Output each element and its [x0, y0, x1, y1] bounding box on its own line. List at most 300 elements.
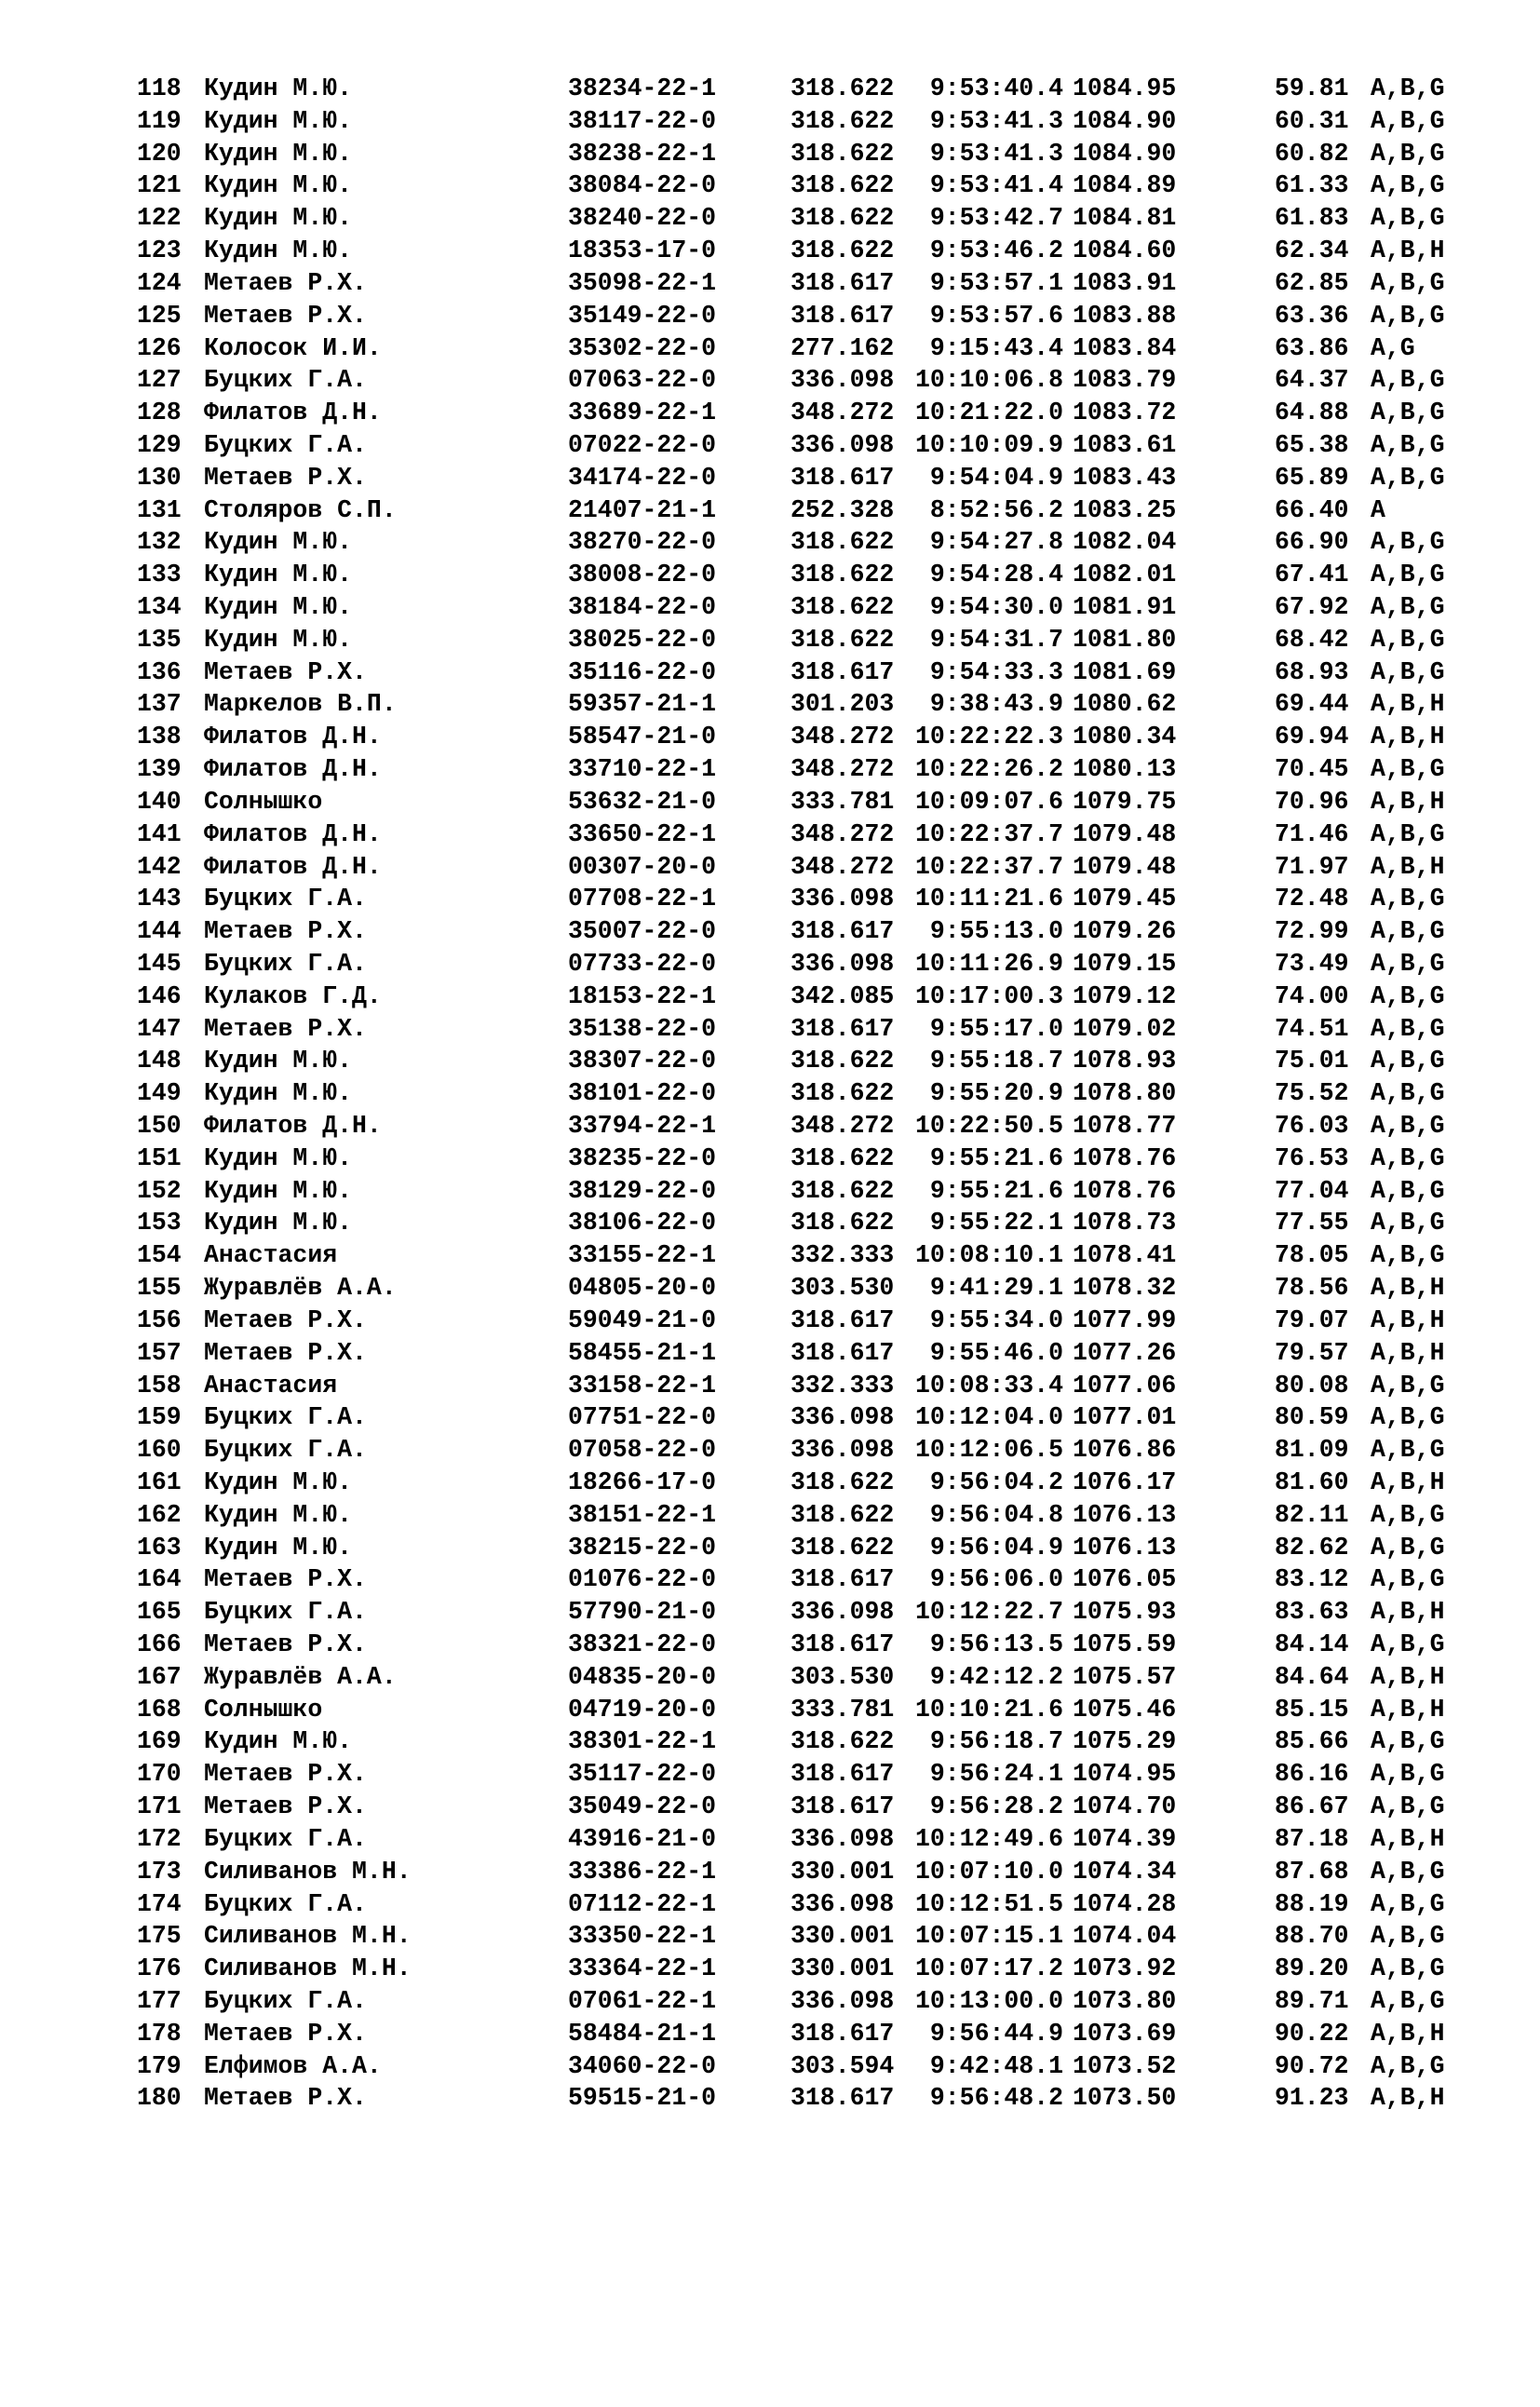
category-flags: A,B,G — [1371, 1954, 1445, 1983]
fancier-name: Буцких Г.А. — [204, 1598, 367, 1627]
coefficient-value: 66.90 — [1275, 528, 1349, 557]
distance-value: 318.622 — [790, 171, 895, 200]
fancier-name: Елфимов А.А. — [204, 2051, 382, 2080]
fancier-name: Солнышко — [204, 787, 323, 816]
coefficient-value: 76.03 — [1275, 1112, 1349, 1140]
fancier-name: Кудин М.Ю. — [204, 1143, 353, 1172]
category-flags: A,B,G — [1371, 1630, 1445, 1658]
category-flags: A,B,G — [1371, 1014, 1445, 1043]
speed-value: 1084.89 — [1073, 171, 1177, 200]
fancier-name: Буцких Г.А. — [204, 1436, 367, 1465]
place-number: 163 — [137, 1533, 182, 1562]
category-flags: A,B,H — [1371, 237, 1445, 265]
speed-value: 1075.93 — [1073, 1598, 1177, 1627]
speed-value: 1083.84 — [1073, 333, 1177, 362]
distance-value: 318.622 — [790, 593, 895, 621]
result-row — [137, 1694, 1445, 1726]
ring-number: 38215-22-0 — [568, 1533, 717, 1562]
coefficient-value: 73.49 — [1275, 949, 1349, 978]
category-flags: A,B,G — [1371, 430, 1445, 459]
coefficient-value: 74.51 — [1275, 1014, 1349, 1043]
fancier-name: Метаев Р.Х. — [204, 1760, 367, 1789]
distance-value: 318.617 — [790, 657, 895, 686]
speed-value: 1079.75 — [1073, 787, 1177, 816]
ring-number: 58484-21-1 — [568, 2019, 717, 2048]
place-number: 148 — [137, 1047, 182, 1075]
category-flags: A,B,G — [1371, 1371, 1445, 1400]
fancier-name: Анастасия — [204, 1371, 338, 1400]
speed-value: 1083.25 — [1073, 495, 1177, 524]
arrival-time: 9:56:48.2 — [929, 2084, 1063, 2113]
distance-value: 318.617 — [790, 1792, 895, 1821]
result-row — [137, 1110, 1445, 1143]
arrival-time: 10:22:26.2 — [914, 755, 1063, 784]
fancier-name: Метаев Р.Х. — [204, 1338, 367, 1367]
fancier-name: Кудин М.Ю. — [204, 1500, 353, 1529]
category-flags: A,B,G — [1371, 1565, 1445, 1594]
distance-value: 318.617 — [790, 1338, 895, 1367]
distance-value: 348.272 — [790, 723, 895, 751]
arrival-time: 10:13:00.0 — [914, 1986, 1063, 2015]
place-number: 169 — [137, 1727, 182, 1756]
result-row — [137, 397, 1445, 429]
coefficient-value: 80.08 — [1275, 1371, 1349, 1400]
ring-number: 58547-21-0 — [568, 723, 717, 751]
result-row — [137, 202, 1445, 235]
coefficient-value: 66.40 — [1275, 495, 1349, 524]
place-number: 120 — [137, 139, 182, 168]
speed-value: 1076.17 — [1073, 1467, 1177, 1496]
arrival-time: 10:12:51.5 — [914, 1889, 1063, 1918]
coefficient-value: 67.41 — [1275, 561, 1349, 589]
distance-value: 303.594 — [790, 2051, 895, 2080]
arrival-time: 9:53:41.4 — [929, 171, 1063, 200]
result-row — [137, 429, 1445, 462]
speed-value: 1081.69 — [1073, 657, 1177, 686]
distance-value: 318.622 — [790, 1209, 895, 1237]
coefficient-value: 86.67 — [1275, 1792, 1349, 1821]
ring-number: 38307-22-0 — [568, 1047, 717, 1075]
coefficient-value: 83.12 — [1275, 1565, 1349, 1594]
result-row — [137, 688, 1445, 721]
arrival-time: 10:22:37.7 — [914, 852, 1063, 881]
arrival-time: 9:56:04.9 — [929, 1533, 1063, 1562]
distance-value: 348.272 — [790, 852, 895, 881]
distance-value: 318.622 — [790, 237, 895, 265]
fancier-name: Метаев Р.Х. — [204, 301, 367, 330]
arrival-time: 10:22:37.7 — [914, 819, 1063, 848]
speed-value: 1073.92 — [1073, 1954, 1177, 1983]
speed-value: 1082.04 — [1073, 528, 1177, 557]
place-number: 119 — [137, 106, 182, 135]
speed-value: 1074.95 — [1073, 1760, 1177, 1789]
distance-value: 336.098 — [790, 949, 895, 978]
coefficient-value: 81.60 — [1275, 1467, 1349, 1496]
category-flags: A,B,G — [1371, 1760, 1445, 1789]
distance-value: 332.333 — [790, 1241, 895, 1270]
place-number: 121 — [137, 171, 182, 200]
coefficient-value: 89.71 — [1275, 1986, 1349, 2015]
arrival-time: 10:10:21.6 — [914, 1695, 1063, 1724]
speed-value: 1077.06 — [1073, 1371, 1177, 1400]
category-flags: A,B,G — [1371, 366, 1445, 395]
distance-value: 330.001 — [790, 1954, 895, 1983]
coefficient-value: 87.18 — [1275, 1824, 1349, 1853]
category-flags: A,B,H — [1371, 2084, 1445, 2113]
speed-value: 1083.61 — [1073, 430, 1177, 459]
place-number: 129 — [137, 430, 182, 459]
ring-number: 07708-22-1 — [568, 885, 717, 913]
place-number: 139 — [137, 755, 182, 784]
result-row — [137, 1077, 1445, 1110]
category-flags: A,B,G — [1371, 171, 1445, 200]
arrival-time: 10:12:04.0 — [914, 1403, 1063, 1432]
arrival-time: 10:22:50.5 — [914, 1112, 1063, 1140]
distance-value: 277.162 — [790, 333, 895, 362]
fancier-name: Солнышко — [204, 1695, 323, 1724]
arrival-time: 10:22:22.3 — [914, 723, 1063, 751]
speed-value: 1078.32 — [1073, 1274, 1177, 1303]
fancier-name: Метаев Р.Х. — [204, 1014, 367, 1043]
category-flags: A,B,H — [1371, 1598, 1445, 1627]
coefficient-value: 71.46 — [1275, 819, 1349, 848]
arrival-time: 9:53:40.4 — [929, 74, 1063, 102]
result-row — [137, 786, 1445, 818]
category-flags: A,B,G — [1371, 1436, 1445, 1465]
category-flags: A,B,H — [1371, 690, 1445, 719]
speed-value: 1078.80 — [1073, 1079, 1177, 1108]
result-row — [137, 948, 1445, 980]
arrival-time: 9:55:13.0 — [929, 917, 1063, 946]
speed-value: 1081.91 — [1073, 593, 1177, 621]
arrival-time: 9:56:18.7 — [929, 1727, 1063, 1756]
fancier-name: Филатов Д.Н. — [204, 399, 382, 427]
arrival-time: 9:56:44.9 — [929, 2019, 1063, 2048]
category-flags: A,B,G — [1371, 657, 1445, 686]
speed-value: 1074.34 — [1073, 1857, 1177, 1886]
ring-number: 00307-20-0 — [568, 852, 717, 881]
speed-value: 1077.26 — [1073, 1338, 1177, 1367]
arrival-time: 10:12:22.7 — [914, 1598, 1063, 1627]
category-flags: A,B,G — [1371, 1403, 1445, 1432]
coefficient-value: 91.23 — [1275, 2084, 1349, 2113]
speed-value: 1078.76 — [1073, 1143, 1177, 1172]
speed-value: 1083.79 — [1073, 366, 1177, 395]
category-flags: A,B,G — [1371, 399, 1445, 427]
distance-value: 318.622 — [790, 204, 895, 233]
fancier-name: Метаев Р.Х. — [204, 917, 367, 946]
fancier-name: Журавлёв А.А. — [204, 1274, 397, 1303]
coefficient-value: 84.14 — [1275, 1630, 1349, 1658]
place-number: 126 — [137, 333, 182, 362]
arrival-time: 10:08:10.1 — [914, 1241, 1063, 1270]
result-row — [137, 1143, 1445, 1175]
ring-number: 34060-22-0 — [568, 2051, 717, 2080]
distance-value: 336.098 — [790, 366, 895, 395]
category-flags: A,B,H — [1371, 1338, 1445, 1367]
place-number: 155 — [137, 1274, 182, 1303]
category-flags: A,B,H — [1371, 1662, 1445, 1691]
result-row — [137, 818, 1445, 851]
place-number: 172 — [137, 1824, 182, 1853]
distance-value: 330.001 — [790, 1922, 895, 1951]
speed-value: 1075.59 — [1073, 1630, 1177, 1658]
coefficient-value: 67.92 — [1275, 593, 1349, 621]
ring-number: 18266-17-0 — [568, 1467, 717, 1496]
arrival-time: 9:56:24.1 — [929, 1760, 1063, 1789]
category-flags: A,B,G — [1371, 625, 1445, 654]
speed-value: 1079.48 — [1073, 819, 1177, 848]
category-flags: A,B,G — [1371, 1047, 1445, 1075]
speed-value: 1079.45 — [1073, 885, 1177, 913]
place-number: 135 — [137, 625, 182, 654]
fancier-name: Буцких Г.А. — [204, 1824, 367, 1853]
ring-number: 38238-22-1 — [568, 139, 717, 168]
category-flags: A,B,G — [1371, 1209, 1445, 1237]
category-flags: A,B,H — [1371, 1274, 1445, 1303]
distance-value: 318.622 — [790, 106, 895, 135]
ring-number: 35007-22-0 — [568, 917, 717, 946]
ring-number: 58455-21-1 — [568, 1338, 717, 1367]
result-row — [137, 721, 1445, 753]
arrival-time: 10:11:26.9 — [914, 949, 1063, 978]
speed-value: 1080.34 — [1073, 723, 1177, 751]
distance-value: 336.098 — [790, 1986, 895, 2015]
coefficient-value: 60.82 — [1275, 139, 1349, 168]
ring-number: 35116-22-0 — [568, 657, 717, 686]
distance-value: 318.622 — [790, 74, 895, 102]
place-number: 122 — [137, 204, 182, 233]
result-row — [137, 2050, 1445, 2083]
result-row — [137, 364, 1445, 397]
coefficient-value: 82.11 — [1275, 1500, 1349, 1529]
coefficient-value: 79.57 — [1275, 1338, 1349, 1367]
coefficient-value: 64.37 — [1275, 366, 1349, 395]
result-row — [137, 1563, 1445, 1596]
result-row — [137, 656, 1445, 689]
speed-value: 1077.01 — [1073, 1403, 1177, 1432]
distance-value: 318.622 — [790, 625, 895, 654]
arrival-time: 10:12:49.6 — [914, 1824, 1063, 1853]
place-number: 130 — [137, 463, 182, 492]
place-number: 156 — [137, 1305, 182, 1334]
place-number: 151 — [137, 1143, 182, 1172]
arrival-time: 9:55:22.1 — [929, 1209, 1063, 1237]
result-row — [137, 494, 1385, 527]
speed-value: 1076.13 — [1073, 1500, 1177, 1529]
speed-value: 1084.81 — [1073, 204, 1177, 233]
place-number: 137 — [137, 690, 182, 719]
distance-value: 318.617 — [790, 917, 895, 946]
coefficient-value: 74.00 — [1275, 981, 1349, 1010]
speed-value: 1083.72 — [1073, 399, 1177, 427]
coefficient-value: 65.89 — [1275, 463, 1349, 492]
speed-value: 1083.88 — [1073, 301, 1177, 330]
place-number: 149 — [137, 1079, 182, 1108]
arrival-time: 9:53:46.2 — [929, 237, 1063, 265]
fancier-name: Кудин М.Ю. — [204, 171, 353, 200]
result-row — [137, 2082, 1445, 2115]
place-number: 174 — [137, 1889, 182, 1918]
place-number: 141 — [137, 819, 182, 848]
coefficient-value: 65.38 — [1275, 430, 1349, 459]
category-flags: A,B,G — [1371, 1176, 1445, 1205]
distance-value: 318.622 — [790, 1467, 895, 1496]
distance-value: 318.617 — [790, 2019, 895, 2048]
coefficient-value: 90.72 — [1275, 2051, 1349, 2080]
arrival-time: 9:41:29.1 — [929, 1274, 1063, 1303]
distance-value: 318.617 — [790, 1630, 895, 1658]
coefficient-value: 90.22 — [1275, 2019, 1349, 2048]
fancier-name: Буцких Г.А. — [204, 1403, 367, 1432]
category-flags: A,B,G — [1371, 1079, 1445, 1108]
result-row — [137, 753, 1445, 786]
category-flags: A,B,G — [1371, 917, 1445, 946]
fancier-name: Метаев Р.Х. — [204, 1792, 367, 1821]
place-number: 124 — [137, 268, 182, 297]
coefficient-value: 64.88 — [1275, 399, 1349, 427]
coefficient-value: 72.99 — [1275, 917, 1349, 946]
speed-value: 1074.04 — [1073, 1922, 1177, 1951]
speed-value: 1075.57 — [1073, 1662, 1177, 1691]
result-row — [137, 1272, 1445, 1305]
fancier-name: Метаев Р.Х. — [204, 2019, 367, 2048]
result-row — [137, 138, 1445, 170]
arrival-time: 9:53:41.3 — [929, 106, 1063, 135]
result-row — [137, 105, 1445, 138]
distance-value: 303.530 — [790, 1274, 895, 1303]
place-number: 143 — [137, 885, 182, 913]
result-row — [137, 526, 1445, 559]
distance-value: 333.781 — [790, 1695, 895, 1724]
coefficient-value: 88.19 — [1275, 1889, 1349, 1918]
category-flags: A,B,G — [1371, 301, 1445, 330]
distance-value: 332.333 — [790, 1371, 895, 1400]
coefficient-value: 88.70 — [1275, 1922, 1349, 1951]
result-row — [137, 1370, 1445, 1402]
arrival-time: 10:08:33.4 — [914, 1371, 1063, 1400]
speed-value: 1078.76 — [1073, 1176, 1177, 1205]
ring-number: 53632-21-0 — [568, 787, 717, 816]
speed-value: 1084.90 — [1073, 106, 1177, 135]
fancier-name: Силиванов М.Н. — [204, 1954, 412, 1983]
arrival-time: 9:55:18.7 — [929, 1047, 1063, 1075]
ring-number: 04805-20-0 — [568, 1274, 717, 1303]
place-number: 170 — [137, 1760, 182, 1789]
coefficient-value: 77.55 — [1275, 1209, 1349, 1237]
arrival-time: 9:56:13.5 — [929, 1630, 1063, 1658]
arrival-time: 9:54:33.3 — [929, 657, 1063, 686]
speed-value: 1076.13 — [1073, 1533, 1177, 1562]
fancier-name: Метаев Р.Х. — [204, 2084, 367, 2113]
speed-value: 1078.73 — [1073, 1209, 1177, 1237]
distance-value: 318.617 — [790, 1565, 895, 1594]
result-row — [137, 1337, 1445, 1370]
category-flags: A,B,G — [1371, 561, 1445, 589]
distance-value: 336.098 — [790, 1436, 895, 1465]
category-flags: A,B,G — [1371, 593, 1445, 621]
speed-value: 1078.93 — [1073, 1047, 1177, 1075]
category-flags: A,B,G — [1371, 755, 1445, 784]
fancier-name: Анастасия — [204, 1241, 338, 1270]
result-row — [137, 332, 1415, 365]
speed-value: 1082.01 — [1073, 561, 1177, 589]
speed-value: 1080.13 — [1073, 755, 1177, 784]
ring-number: 38008-22-0 — [568, 561, 717, 589]
result-row — [137, 915, 1445, 948]
distance-value: 318.617 — [790, 2084, 895, 2113]
distance-value: 318.622 — [790, 1143, 895, 1172]
result-row — [137, 1661, 1445, 1694]
category-flags: A,B,G — [1371, 981, 1445, 1010]
place-number: 144 — [137, 917, 182, 946]
ring-number: 01076-22-0 — [568, 1565, 717, 1594]
fancier-name: Кудин М.Ю. — [204, 1047, 353, 1075]
coefficient-value: 71.97 — [1275, 852, 1349, 881]
ring-number: 21407-21-1 — [568, 495, 717, 524]
fancier-name: Журавлёв А.А. — [204, 1662, 397, 1691]
result-row — [137, 1499, 1445, 1532]
coefficient-value: 77.04 — [1275, 1176, 1349, 1205]
distance-value: 348.272 — [790, 819, 895, 848]
category-flags: A,B,H — [1371, 2019, 1445, 2048]
fancier-name: Метаев Р.Х. — [204, 463, 367, 492]
ring-number: 59515-21-0 — [568, 2084, 717, 2113]
result-row — [137, 1629, 1445, 1661]
category-flags: A,B,G — [1371, 1792, 1445, 1821]
distance-value: 336.098 — [790, 430, 895, 459]
distance-value: 318.622 — [790, 1079, 895, 1108]
ring-number: 33364-22-1 — [568, 1954, 717, 1983]
coefficient-value: 80.59 — [1275, 1403, 1349, 1432]
coefficient-value: 61.83 — [1275, 204, 1349, 233]
result-row — [137, 1175, 1445, 1208]
distance-value: 252.328 — [790, 495, 895, 524]
ring-number: 59357-21-1 — [568, 690, 717, 719]
result-row — [137, 1305, 1445, 1337]
arrival-time: 9:55:34.0 — [929, 1305, 1063, 1334]
distance-value: 348.272 — [790, 399, 895, 427]
coefficient-value: 76.53 — [1275, 1143, 1349, 1172]
result-row — [137, 1725, 1445, 1758]
coefficient-value: 72.48 — [1275, 885, 1349, 913]
category-flags: A,B,G — [1371, 74, 1445, 102]
coefficient-value: 62.85 — [1275, 268, 1349, 297]
place-number: 118 — [137, 74, 182, 102]
coefficient-value: 78.56 — [1275, 1274, 1349, 1303]
arrival-time: 10:21:22.0 — [914, 399, 1063, 427]
ring-number: 33158-22-1 — [568, 1371, 717, 1400]
results-list — [137, 73, 1445, 2115]
category-flags: A — [1371, 495, 1385, 524]
arrival-time: 9:54:28.4 — [929, 561, 1063, 589]
coefficient-value: 75.01 — [1275, 1047, 1349, 1075]
fancier-name: Маркелов В.П. — [204, 690, 397, 719]
category-flags: A,B,G — [1371, 463, 1445, 492]
fancier-name: Колосок И.И. — [204, 333, 382, 362]
coefficient-value: 69.44 — [1275, 690, 1349, 719]
fancier-name: Силиванов М.Н. — [204, 1922, 412, 1951]
speed-value: 1074.28 — [1073, 1889, 1177, 1918]
ring-number: 07112-22-1 — [568, 1889, 717, 1918]
result-row — [137, 980, 1445, 1013]
place-number: 165 — [137, 1598, 182, 1627]
category-flags: A,B,G — [1371, 1112, 1445, 1140]
fancier-name: Буцких Г.А. — [204, 949, 367, 978]
fancier-name: Метаев Р.Х. — [204, 1630, 367, 1658]
distance-value: 318.617 — [790, 1305, 895, 1334]
coefficient-value: 60.31 — [1275, 106, 1349, 135]
